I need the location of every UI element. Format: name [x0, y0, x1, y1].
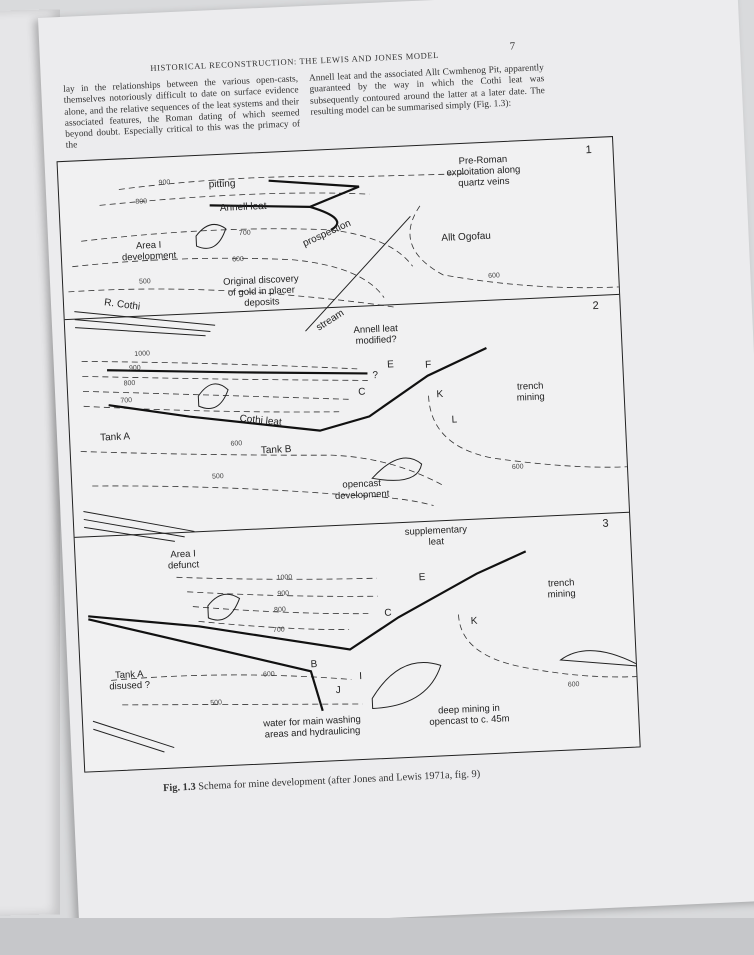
body-text-right: Annell leat and the associated Allt Cwmhenog Pit, apparently guaranteed by the way in which the Cothi leat was subsequently contoured around the latter at a later date. The resulting model can be summarised simply (Fig. 1.3): — [308, 63, 546, 118]
letter-label: C — [358, 386, 366, 398]
contour-label: 1000 — [134, 350, 151, 358]
label-stream: stream — [314, 307, 347, 334]
letter-label: ? — [372, 369, 379, 382]
contour-label: 700 — [272, 626, 285, 634]
label-tank-a-disused: Tank A disused ? — [109, 668, 151, 693]
label-annell-leat: Annell leat — [219, 200, 267, 214]
running-head: HISTORICAL RECONSTRUCTION: THE LEWIS AND JONES MODEL — [150, 49, 440, 73]
label-annell-modified: Annell leat modified? — [353, 323, 399, 347]
contour-label: 800 — [135, 198, 148, 206]
label-area-development: Area I development — [121, 239, 177, 264]
contour-label: 500 — [210, 699, 223, 707]
book-page — [38, 0, 754, 932]
panel-1-number: 1 — [585, 144, 592, 157]
letter-label: L — [451, 414, 458, 426]
body-text-left: lay in the relationships between the various open-casts, themselves notoriously difficult to date on surface evidence alone, and the relative sequences of the leat systems and their associated features, the Roman dating of which seemed beyond doubt. Especially critical to this was the primacy of the — [63, 74, 301, 152]
letter-label: E — [418, 572, 426, 584]
contour-label: 800 — [123, 379, 136, 388]
caption-label: Fig. 1.3 — [162, 781, 196, 795]
panel-3-number: 3 — [602, 517, 609, 530]
contour-label: 900 — [277, 590, 290, 598]
page-number: 7 — [509, 40, 516, 53]
letter-label: C — [384, 607, 392, 619]
letter-label: B — [310, 659, 318, 671]
figure-schema — [57, 136, 641, 773]
contour-label: 600 — [511, 463, 524, 471]
contour-label: 600 — [230, 440, 243, 448]
contour-label: 600 — [232, 255, 245, 264]
contour-label: 900 — [128, 364, 141, 373]
contour-label: 600 — [262, 670, 275, 679]
letter-label: K — [436, 389, 444, 401]
letter-label: F — [424, 359, 432, 371]
label-pre-roman: Pre-Roman exploitation along quartz veins — [446, 153, 521, 190]
label-tank-a: Tank A — [99, 431, 131, 444]
contour-label: 500 — [211, 473, 224, 481]
label-prospection: prospection — [301, 217, 353, 250]
label-area-defunct: Area I defunct — [167, 548, 200, 572]
letter-label: J — [335, 684, 342, 697]
label-discovery: Original discovery of gold in placer deposits — [222, 273, 299, 309]
label-r-cothi: R. Cothi — [103, 297, 141, 313]
label-allt-ogofau: Allt Ogofau — [441, 230, 492, 244]
label-opencast: opencast development — [334, 477, 390, 503]
contour-label: 700 — [238, 229, 251, 238]
figure-caption — [163, 769, 481, 794]
contour-label: 600 — [488, 272, 501, 280]
letter-label: K — [470, 615, 478, 627]
page-bottom-edge — [0, 918, 754, 955]
contour-label: 1000 — [276, 574, 293, 582]
label-cothi-leat: Cothi leat — [239, 413, 283, 429]
contour-label: 700 — [120, 397, 133, 405]
label-water-washing: water for main washing areas and hydraulicing — [263, 714, 362, 741]
letter-label: I — [358, 670, 363, 683]
contour-label: 500 — [138, 278, 151, 286]
caption-text: Schema for mine development (after Jones and Lewis 1971a, fig. 9) — [195, 768, 481, 793]
contour-label: 600 — [567, 681, 580, 689]
contour-label: 900 — [158, 179, 171, 187]
label-trench-mining: trench mining — [516, 380, 545, 404]
label-tank-b: Tank B — [260, 443, 292, 457]
label-supplementary-leat: supplementary leat — [404, 524, 468, 548]
label-deep-mining: deep mining in opencast to c. 45m — [429, 702, 510, 728]
contour-label: 800 — [273, 606, 286, 614]
panel-2-number: 2 — [592, 299, 600, 313]
label-trench-mining-3: trench mining — [547, 577, 576, 601]
letter-label: E — [386, 359, 395, 371]
label-pitting: pitting — [208, 178, 236, 191]
